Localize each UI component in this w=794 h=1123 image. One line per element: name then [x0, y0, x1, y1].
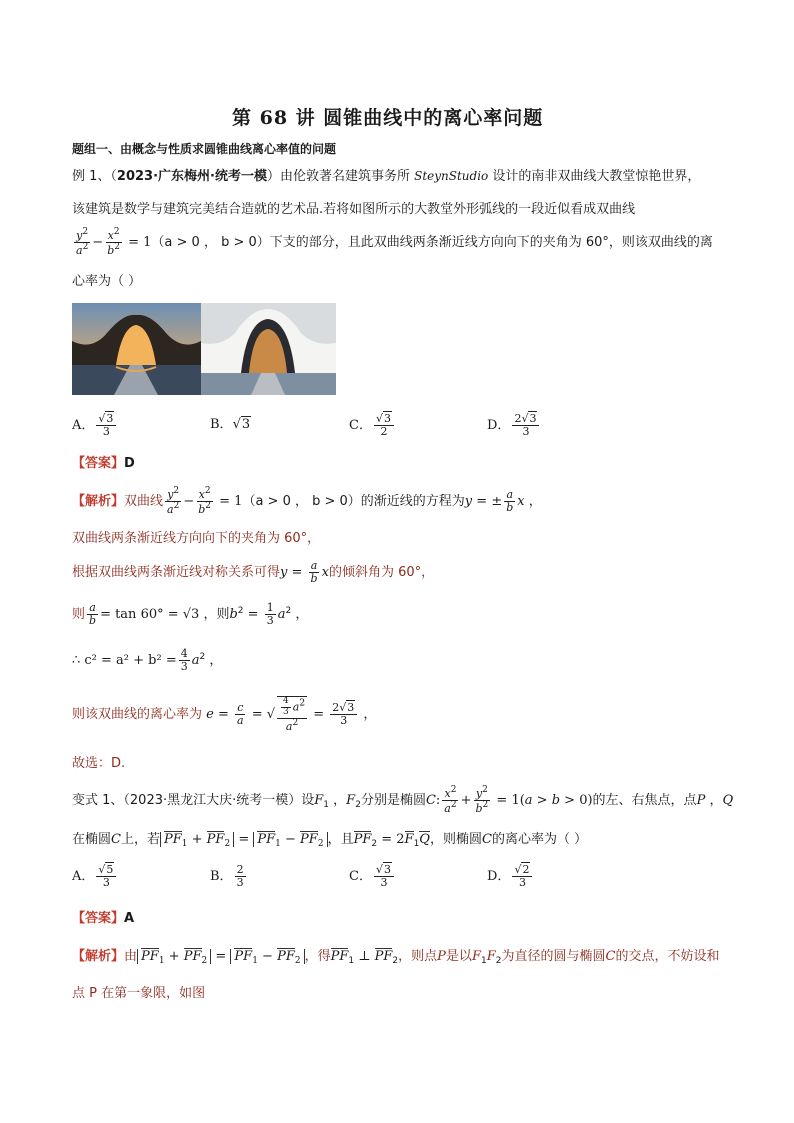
variant1-analysis-line2: 点 P 在第一象限，如图: [72, 986, 206, 1001]
example1-line3: $\frac{y^2}{a^2}$ − $\frac{x^2}{b^2}$ = 1（a > 0 ， b > 0）下支的部分，且此双曲线两条渐近线方向向下的夹角为 60°，则该双曲线的离: [76, 227, 713, 258]
example1-analysis-line1: 【解析】双曲线 $\frac{y^2}{a^2}$ − $\frac{x^2}{b^2}$ = 1（a > 0 ， b > 0）的渐近线的方程为y = ± $\frac{a}{b}$ x ，: [72, 486, 542, 517]
example1-analysis-line7: 故选：D.: [72, 756, 126, 771]
variant1-line2: 在椭圆C上，若 $PF_1 + PF_2 = PF_1 - PF_2$ ，且$PF_2 = 2F_1Q$，则椭圆C的离心率为（ ）: [72, 832, 588, 849]
page-title: 第 68 讲 圆锥曲线中的离心率问题: [232, 107, 544, 129]
example1-line4: 心率为（ ）: [72, 274, 142, 289]
example1-analysis-line6: 则该双曲线的离心率为 e = $\frac{c}{a}$ = √ $\frac{4}{3}$ $a^2$ $a^2$ = $\frac{2√3}{3}$ ，: [72, 696, 377, 733]
example1-choice-d: D． $\frac{2√3}{3}$: [487, 413, 541, 438]
cathedral-photo-left: [72, 303, 201, 395]
example1-analysis-line4: 则 $\frac{a}{b}$ = tan 60° = √3 ，则$b^2$ = $\frac{1}{3}$ $a^2$ ，: [72, 601, 309, 628]
example1-choice-b: B．√3: [210, 417, 251, 432]
cathedral-photo-right: [201, 303, 336, 395]
variant1-choice-b: B． $\frac{2}{3}$: [210, 863, 244, 890]
variant1-line1: 变式 1、（2023·黑龙江大庆·统考一模）设$F_1$ ，$F_2$分别是椭圆C: $\frac{x^2}{a^2}$ + $\frac{y^2}{b^2}$ = 1(a > b > 0)的左、右焦点，点P ，Q: [72, 785, 734, 816]
variant1-answer: 【答案】A: [72, 911, 135, 926]
example1-analysis-line2: 双曲线两条渐近线方向向下的夹角为 60°，: [72, 531, 321, 546]
variant1-analysis-line1: 【解析】由 $PF_1 + PF_2 = PF_1 - PF_2$ ，得$PF_1$ ⊥ $PF_2$，则点P是以$F_1F_2$为直径的圆与椭圆C的交点，不妨设和: [72, 949, 720, 966]
example1-choice-a: A． $\frac{√3}{3}$: [72, 413, 118, 438]
example1-line2: 该建筑是数学与建筑完美结合造就的艺术品.若将如图所示的大教堂外形弧线的一段近似看成双曲线: [72, 202, 636, 217]
variant1-choice-a: A． $\frac{√5}{3}$: [72, 864, 118, 889]
group-heading: 题组一、由概念与性质求圆锥曲线离心率值的问题: [72, 142, 337, 156]
example1-analysis-line5: ∴ c² = a² + b² = $\frac{4}{3}$ $a^2$ ，: [72, 647, 223, 674]
variant1-choice-d: D． $\frac{√2}{3}$: [487, 864, 534, 889]
variant1-choice-c: C． $\frac{√3}{3}$: [349, 864, 396, 889]
example1-choice-c: C． $\frac{√3}{2}$: [349, 413, 396, 438]
example1-line1: 例 1、（2023·广东梅州·统考一模）由伦敦著名建筑事务所 SteynStudio 设计的南非双曲线大教堂惊艳世界，: [72, 169, 701, 184]
example1-analysis-line3: 根据双曲线两条渐近线对称关系可得y = $\frac{a}{b}$ x的倾斜角为 60°，: [72, 559, 435, 586]
example1-answer: 【答案】D: [72, 456, 135, 471]
